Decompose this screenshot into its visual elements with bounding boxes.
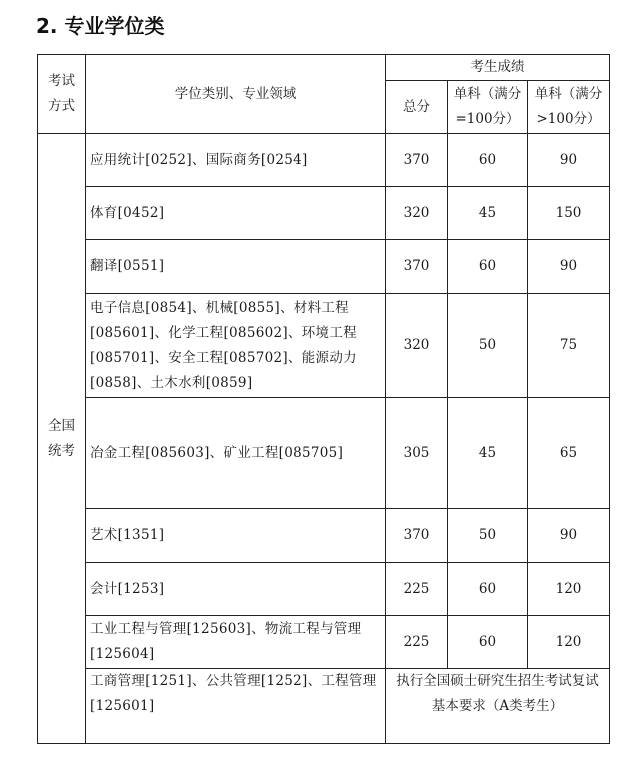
- total-score-cell: 370: [386, 134, 448, 187]
- field-cell: 冶金工程[085603]、矿业工程[085705]: [86, 398, 386, 509]
- section-heading: 2. 专业学位类: [36, 14, 165, 38]
- retest-requirement-note: 执行全国硕士研究生招生考试复试基本要求（A类考生）: [386, 669, 610, 744]
- single-gt100-cell: 150: [528, 187, 610, 240]
- header-row-1: [38, 55, 610, 81]
- score-requirements-table: [37, 54, 610, 744]
- single-100-cell: 45: [448, 187, 528, 240]
- single-100-cell: 60: [448, 563, 528, 616]
- field-cell: 艺术[1351]: [86, 509, 386, 563]
- single-gt100-cell: 90: [528, 240, 610, 294]
- field-cell: 工业工程与管理[125603]、物流工程与管理[125604]: [86, 616, 386, 669]
- total-score-cell: 320: [386, 187, 448, 240]
- table-row: [38, 509, 610, 563]
- field-cell: 应用统计[0252]、国际商务[0254]: [86, 134, 386, 187]
- single-100-cell: 45: [448, 398, 528, 509]
- single-gt100-cell: 65: [528, 398, 610, 509]
- table-row: [38, 616, 610, 669]
- header-total: 总分: [386, 81, 448, 134]
- single-100-cell: 60: [448, 240, 528, 294]
- total-score-cell: 370: [386, 509, 448, 563]
- table-row: [38, 134, 610, 187]
- header-scores-group: 考生成绩: [386, 55, 610, 81]
- single-100-cell: 50: [448, 294, 528, 398]
- single-100-cell: 60: [448, 134, 528, 187]
- single-gt100-cell: 75: [528, 294, 610, 398]
- table-row: [38, 398, 610, 509]
- single-gt100-cell: 90: [528, 134, 610, 187]
- header-exam-method: 考试方式: [38, 55, 86, 134]
- field-cell: 电子信息[0854]、机械[0855]、材料工程[085601]、化学工程[085602]、环境工程[085701]、安全工程[085702]、能源动力[0858]、土木水利[0859]: [86, 294, 386, 398]
- header-category-field: 学位类别、专业领域: [86, 55, 386, 134]
- field-cell: 工商管理[1251]、公共管理[1252]、工程管理[125601]: [86, 669, 386, 744]
- field-cell: 体育[0452]: [86, 187, 386, 240]
- single-gt100-cell: 90: [528, 509, 610, 563]
- single-gt100-cell: 120: [528, 616, 610, 669]
- table-row: [38, 187, 610, 240]
- total-score-cell: 225: [386, 616, 448, 669]
- total-score-cell: 370: [386, 240, 448, 294]
- header-single-gt100: 单科（满分>100分）: [528, 81, 610, 134]
- single-100-cell: 60: [448, 616, 528, 669]
- total-score-cell: 225: [386, 563, 448, 616]
- field-cell: 翻译[0551]: [86, 240, 386, 294]
- single-100-cell: 50: [448, 509, 528, 563]
- table-row: [38, 669, 610, 744]
- field-cell: 会计[1253]: [86, 563, 386, 616]
- total-score-cell: 320: [386, 294, 448, 398]
- single-gt100-cell: 120: [528, 563, 610, 616]
- total-score-cell: 305: [386, 398, 448, 509]
- table-row: [38, 240, 610, 294]
- header-single-100: 单科（满分=100分）: [448, 81, 528, 134]
- table-row: [38, 294, 610, 398]
- table-row: [38, 563, 610, 616]
- exam-method-cell: 全国统考: [38, 134, 86, 744]
